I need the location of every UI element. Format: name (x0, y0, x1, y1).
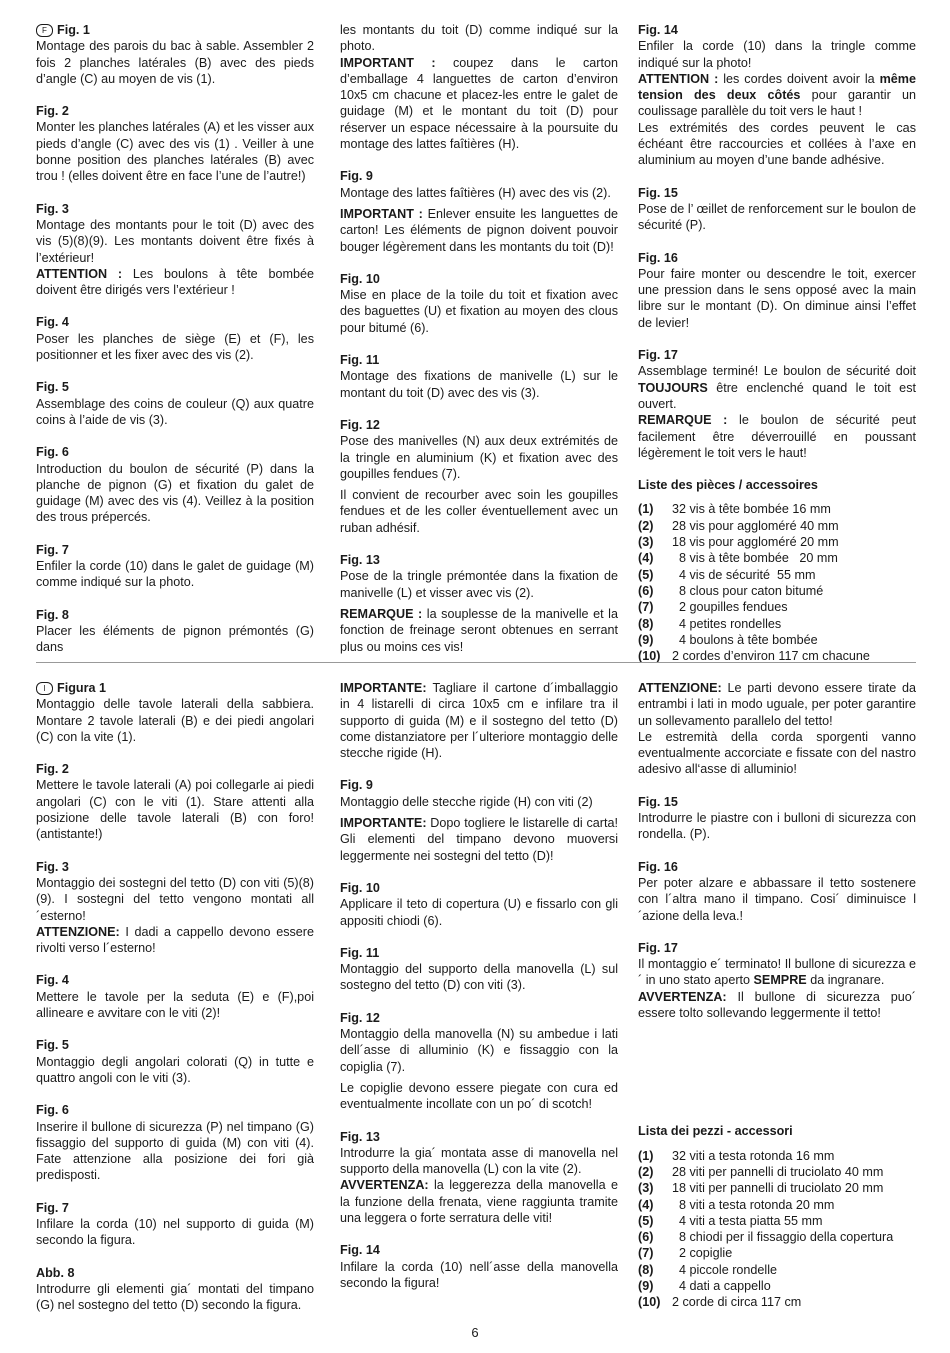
fr-fig6 (36, 444, 314, 525)
fr-fig7 (36, 542, 314, 591)
fig-heading: Fig. 14 (340, 1243, 380, 1258)
fr-parts-list (638, 477, 916, 664)
list-item: (9) 4 boulons à tête bombée (638, 632, 818, 647)
it-fig9 (340, 777, 618, 863)
fig-text: Introdurre la gia´ montata asse di manovella nel supporto della manovella (L) con la vite (2). (340, 1145, 618, 1177)
warning-label: ATTENTION : (638, 71, 719, 86)
important-label: IMPORTANTE: (340, 681, 427, 695)
fr-fig11 (340, 352, 618, 401)
fig-note: Le copiglie devono essere piegate con cura ed eventualmente incollate con un po´ di scotch! (340, 1080, 618, 1112)
warning-text: I dadi a cappello devono essere rivolti verso l´esterno! (36, 924, 314, 956)
list-item: (1) 32 vis à tête bombée 16 mm (638, 502, 831, 517)
fig-text: Introduction du boulon de sécurité (P) dans la planche de pignon (G) et fixation du galet de guidage (M) avec des vis (4). Veillez à la position des trous prépercés. (36, 461, 314, 525)
fig-heading: Abb. 8 (36, 1265, 75, 1280)
fig-text: Mettere le tavole per la seduta (E) e (F),poi allineare e avvitare con le viti (2)! (36, 989, 314, 1021)
it-fig14-cont (638, 680, 916, 778)
important-text: coupez dans le carton d’emballage 4 languettes de carton d’environ 10x5 cm chacune et placez-les entre le galet de guidage (M) et le montant du toit (D) pour réserver un espace nécessaire à la poursuite du montage des lattes faîtières (H). (340, 55, 618, 152)
fig-text: Assemblage des coins de couleur (Q) aux quatre coins à l’aide de vis (3). (36, 396, 314, 427)
fig-heading: Fig. 10 (340, 880, 380, 895)
it-parts-list (638, 1123, 916, 1310)
list-item: (5) 4 vis de sécurité 55 mm (638, 567, 816, 582)
warning-label: AVVERTENZA: (340, 1178, 429, 1193)
fig-text: Enfiler la corde (10) dans la tringle comme indiqué sur la photo! (638, 39, 916, 70)
fr-fig15 (638, 185, 916, 234)
list-item: (2) 28 vis pour aggloméré 40 mm (638, 518, 839, 533)
fig-heading: Fig. 12 (340, 1010, 380, 1025)
fig-heading: Fig. 11 (340, 353, 380, 368)
fig-note: Les extrémités des cordes peuvent le cas échéant être raccourcies et collées à l’axe en aluminium au moyen d’une bande adhésive. (638, 120, 916, 168)
warning-text: Le parti devono essere tirate da entrambi i lati in modo uguale, per poter garantire un sollevamento parallelo del tetto! (638, 681, 916, 728)
fig-heading: Fig. 16 (638, 859, 678, 874)
list-item: (8) 4 petites rondelles (638, 616, 782, 631)
list-item: (6) 8 clous pour caton bitumé (638, 583, 824, 598)
fr-fig17: Fig. 17 Assemblage terminé! Le boulon de sécurité doit TOUJOURS être enclenché quand le toit est ouvert. REMARQUE : le boulon de sécurité peut facilement être déverrouillé en poussant légèrement le toit vers le haut! (638, 348, 916, 460)
fr-fig2 (36, 103, 314, 184)
fig-heading: Fig. 15 (638, 185, 678, 200)
fig-text: Introdurre le piastre con i bulloni di sicurezza con rondella. (P). (638, 811, 916, 842)
fig-heading: Figura 1 (57, 681, 106, 695)
fig-text: Montaggio delle stecche rigide (H) con viti (2) (340, 794, 593, 809)
fr-fig8 (36, 607, 314, 656)
fig-text: Montaggio della manovella (N) su ambedue i lati dell´asse di alluminio (K) e fissaggio con la copiglia (7). (340, 1027, 618, 1074)
fig-text: Enfiler la corde (10) dans le galet de guidage (M) comme indiqué sur la photo. (36, 559, 314, 590)
fig-text: Pose de la tringle prémontée dans la fixation de manivelle (L) et visser avec vis (2). (340, 569, 618, 600)
fig-text: Montage des fixations de manivelle (L) sur le montant du toit (D) avec des vis (3). (340, 369, 618, 400)
list-item: (8) 4 piccole rondelle (638, 1262, 778, 1277)
it-fig1 (36, 680, 314, 745)
fig-text: Infilare la corda (10) nell´asse della manovella secondo la figura! (340, 1259, 618, 1290)
fig-text: Per poter alzare e abbassare il tetto sostenere con l´altra mano il timpano. Cosi´ diminuisce l´azione della leva.! (638, 875, 916, 923)
fig-heading: Fig. 16 (638, 250, 678, 265)
fig-heading: Fig. 14 (638, 23, 678, 37)
fr-fig1 (36, 22, 314, 87)
fig-heading: Fig. 13 (340, 1129, 380, 1144)
it-fig13 (340, 1129, 618, 1227)
list-item: (2) 28 viti per pannelli di truciolato 40 mm (638, 1164, 884, 1179)
fr-fig8-cont (340, 22, 618, 152)
list-item: (10) 2 cordes d’environ 117 cm chacune (638, 649, 870, 664)
fig-text: Montage des parois du bac à sable. Assembler 2 fois 2 planches latérales (B) avec des pieds d’angle (C) au moyen de vis (1). (36, 39, 314, 86)
warning-label: ATTENZIONE: (36, 924, 120, 939)
remark-text: le boulon de sécurité peut facilement être déverrouillé en poussant légèrement le toit vers le haut! (638, 413, 916, 460)
it-column-3 (638, 680, 916, 1311)
fig-text: Mettere le tavole laterali (A) poi collegarle ai piedi angolari (C) con le viti (1). Stare attenti alla posizione delle tavole laterali (B) con foro! (antistante!) (36, 778, 314, 842)
fig-heading: Fig. 5 (36, 1038, 69, 1053)
important-text: Tagliare il cartone d´imballaggio in 4 listarelli di circa 10x5 cm e infilare tra il supporto di guida (M) e il sostegno del tetto (D) come distanziatore per l´ulteriore montaggio delle stecche rigide (H). (340, 681, 618, 761)
fr-column-1 (36, 22, 314, 656)
fr-fig3 (36, 201, 314, 299)
fig-heading: Fig. 7 (36, 1200, 69, 1215)
fig-text: Inserire il bullone di sicurezza (P) nel timpano (G) fissaggio del supporto di guida (M) con viti (4). Fate attenzione alla posizione dei fori già predisposti. (36, 1119, 314, 1183)
list-item: (3) 18 vis pour aggloméré 20 mm (638, 535, 839, 550)
fig-heading: Fig. 11 (340, 945, 380, 960)
fig-heading: Fig. 6 (36, 445, 69, 460)
fig-text: Mise en place de la toile du toit et fixation avec des baguettes (U) et fixation au moyen des clous pour bitumé (6). (340, 288, 618, 335)
it-fig16 (638, 859, 916, 924)
fig-text: Montaggio degli angolari colorati (Q) in tutte e quattro angoli con le viti (3). (36, 1054, 314, 1085)
fig-heading: Fig. 13 (340, 553, 380, 568)
fig-text: Pour faire monter ou descendre le toit, exercer une pression dans le sens opposé avec la main libre sur le montant (D). On diminue ainsi l’effet de levier! (638, 266, 916, 330)
fig-text: Poser les planches de siège (E) et (F), les positionner et les fixer avec des vis (2). (36, 331, 314, 363)
it-fig15 (638, 794, 916, 843)
fig-heading: Fig. 15 (638, 794, 678, 809)
warning-text: la leggerezza della manovella e la funzione della frenata, viene raggiunta tramite una leggera o forte serratura delle viti! (340, 1178, 618, 1226)
fig-heading: Fig. 5 (36, 380, 69, 395)
important-label: IMPORTANTE: (340, 816, 427, 831)
it-column-2 (340, 680, 618, 1291)
list-item: (9) 4 dati a cappello (638, 1279, 771, 1294)
it-fig14 (340, 1242, 618, 1291)
fig-heading: Fig. 10 (340, 271, 380, 286)
fr-fig14: Fig. 14 Enfiler la corde (10) dans la tringle comme indiqué sur la photo! ATTENTION : les cordes doivent avoir la même tension des deux côtés pour garantir un coulissage parallèle du toit vers le haut ! Les extrémités des cordes peuvent le cas échéant être raccourcies et collées à l’axe en aluminium au moyen d’une bande adhésive. (638, 23, 916, 168)
fig-text: Infilare la corda (10) nel supporto di guida (M) secondo la figura. (36, 1217, 314, 1248)
list-item: (1) 32 viti a testa rotonda 16 mm (638, 1148, 835, 1163)
fig-heading: Fig. 6 (36, 1103, 69, 1118)
fig-text: Introdurre gli elementi gia´ montati del timpano (G) nel sostegno del tetto (D) secondo la figura. (36, 1281, 314, 1313)
fig-heading: Fig. 2 (36, 762, 69, 777)
fig-text: Montaggio dei sostegni del tetto (D) con viti (5)(8)(9). I sostegni del tetto vengono montati all´esterno! (36, 875, 314, 923)
it-fig8-cont (340, 680, 618, 761)
fig-heading: Fig. 1 (57, 23, 90, 37)
lang-badge-it: I (36, 682, 53, 695)
it-fig6 (36, 1102, 314, 1183)
fig-text: Applicare il teto di copertura (U) e fissarlo con gli appositi chiodi (6). (340, 897, 618, 928)
fr-fig9 (340, 168, 618, 254)
fr-fig10 (340, 271, 618, 336)
fig-heading: Fig. 17 (638, 348, 678, 363)
remark-label: REMARQUE : (638, 413, 728, 428)
remark-text: la souplesse de la manivelle et la fonction de freinage seront obtenues en serrant plus ou moins ces vis! (340, 606, 618, 654)
important-text: Enlever ensuite les languettes de carton! Les éléments de pignon doivent pouvoir bouger légèrement dans les montants du toit (D)! (340, 206, 618, 254)
fig-text: Montage des lattes faîtières (H) avec des vis (2). (340, 185, 611, 200)
fr-column-2 (340, 22, 618, 655)
list-item: (4) 8 vis à tête bombée 20 mm (638, 551, 838, 566)
fig-heading: Fig. 9 (340, 778, 373, 793)
lang-badge-fr: F (36, 24, 53, 37)
it-fig10 (340, 880, 618, 929)
it-fig3 (36, 859, 314, 957)
parts-list (638, 501, 916, 664)
it-fig7 (36, 1200, 314, 1249)
important-text: Dopo togliere le listarelle di carta! Gli elementi del timpano devono muoversi leggermente nei sostegni del tetto (D)! (340, 816, 618, 863)
list-item: (3) 18 viti per pannelli di truciolato 20 mm (638, 1181, 884, 1196)
fr-column-3 (638, 22, 916, 664)
fig-heading: Fig. 17 (638, 940, 678, 955)
list-item: (7) 2 goupilles fendues (638, 600, 788, 615)
fig-heading: Fig. 7 (36, 542, 69, 557)
fig-heading: Fig. 8 (36, 607, 69, 622)
fig-heading: Fig. 3 (36, 201, 69, 216)
fig-heading: Fig. 9 (340, 169, 373, 184)
important-label: IMPORTANT : (340, 206, 423, 221)
it-fig2 (36, 761, 314, 842)
list-item: (7) 2 copiglie (638, 1246, 733, 1261)
fig-heading: Fig. 2 (36, 104, 69, 119)
fig-text: les montants du toit (D) comme indiqué sur la photo. (340, 23, 618, 54)
it-fig4 (36, 972, 314, 1021)
fig-text: Placer les éléments de pignon prémontés (G) dans (36, 623, 314, 655)
fig-text: Pose de l’ œillet de renforcement sur le boulon de sécurité (P). (638, 201, 916, 233)
page-number: 6 (471, 1325, 479, 1340)
fig-heading: Fig. 4 (36, 973, 69, 988)
parts-list-title: Liste des pièces / accessoires (638, 478, 818, 493)
it-fig8 (36, 1265, 314, 1314)
warning-label: ATTENTION : (36, 266, 123, 281)
fig-heading: Fig. 3 (36, 859, 69, 874)
fr-fig16 (638, 250, 916, 331)
parts-list (638, 1148, 916, 1311)
it-column-1 (36, 680, 314, 1314)
fr-fig12 (340, 417, 618, 536)
fig-text: Montaggio del supporto della manovella (L) sul sostegno del tetto (D) con viti (3). (340, 962, 618, 993)
it-fig17: Fig. 17 Il montaggio e´ terminato! Il bullone di sicurezza e´ in uno stato aperto SEMPRE da ingranare. AVVERTENZA: Il bullone di sicurezza puo´ essere tolto sollevando leggermente il tetto! (638, 940, 916, 1021)
warning-label: ATTENZIONE: (638, 681, 722, 695)
fr-fig4 (36, 314, 314, 363)
fig-text: Monter les planches latérales (A) et les visser aux pieds d’angle (C) avec des vis (1) . Veiller à une bonne position des planches latérales (B) avec trou ! (elles doivent être en face l’une de l’autre!) (36, 120, 314, 184)
fig-text: Montage des montants pour le toit (D) avec des vis (5)(8)(9). Les montants doivent être fixés à l’extérieur! (36, 217, 314, 265)
list-item: (4) 8 viti a testa rotonda 20 mm (638, 1197, 835, 1212)
fig-heading: Fig. 4 (36, 315, 69, 330)
fig-text: Pose des manivelles (N) aux deux extrémités de la tringle en aluminium (K) et fixation avec des goupilles fendues (7). (340, 434, 618, 481)
fig-note: Le estremità della corda sporgenti vanno eventualmente accorciate e fissate con del nastro adesivo all‘asse di alluminio! (638, 729, 916, 777)
list-item: (5) 4 viti a testa piatta 55 mm (638, 1213, 823, 1228)
remark-label: REMARQUE : (340, 606, 423, 621)
it-fig12 (340, 1010, 618, 1113)
fr-fig13 (340, 552, 618, 655)
it-fig5 (36, 1037, 314, 1086)
section-divider (36, 662, 916, 663)
warning-label: AVVERTENZA: (638, 989, 727, 1004)
fig-heading: Fig. 12 (340, 417, 380, 432)
list-item: (10) 2 corde di circa 117 cm (638, 1295, 802, 1310)
list-item: (6) 8 chiodi per il fissaggio della copertura (638, 1230, 894, 1245)
it-fig11 (340, 945, 618, 994)
warning-text: Les boulons à tête bombée doivent être dirigés vers l’extérieur ! (36, 266, 314, 298)
parts-list-title: Lista dei pezzi - accessori (638, 1124, 793, 1139)
warning-text: Il bullone di sicurezza puo´ essere tolto sollevando leggermente il tetto! (638, 989, 916, 1021)
fig-text: Montaggio delle tavole laterali della sabbiera. Montare 2 tavole laterali (B) e dei piedi angolari (C) con la vite (1). (36, 697, 314, 744)
important-label: IMPORTANT : (340, 55, 436, 70)
fr-fig5 (36, 379, 314, 428)
fig-note: Il convient de recourber avec soin les goupilles fendues et de les coller éventuellement avec un ruban adhésif. (340, 488, 618, 535)
